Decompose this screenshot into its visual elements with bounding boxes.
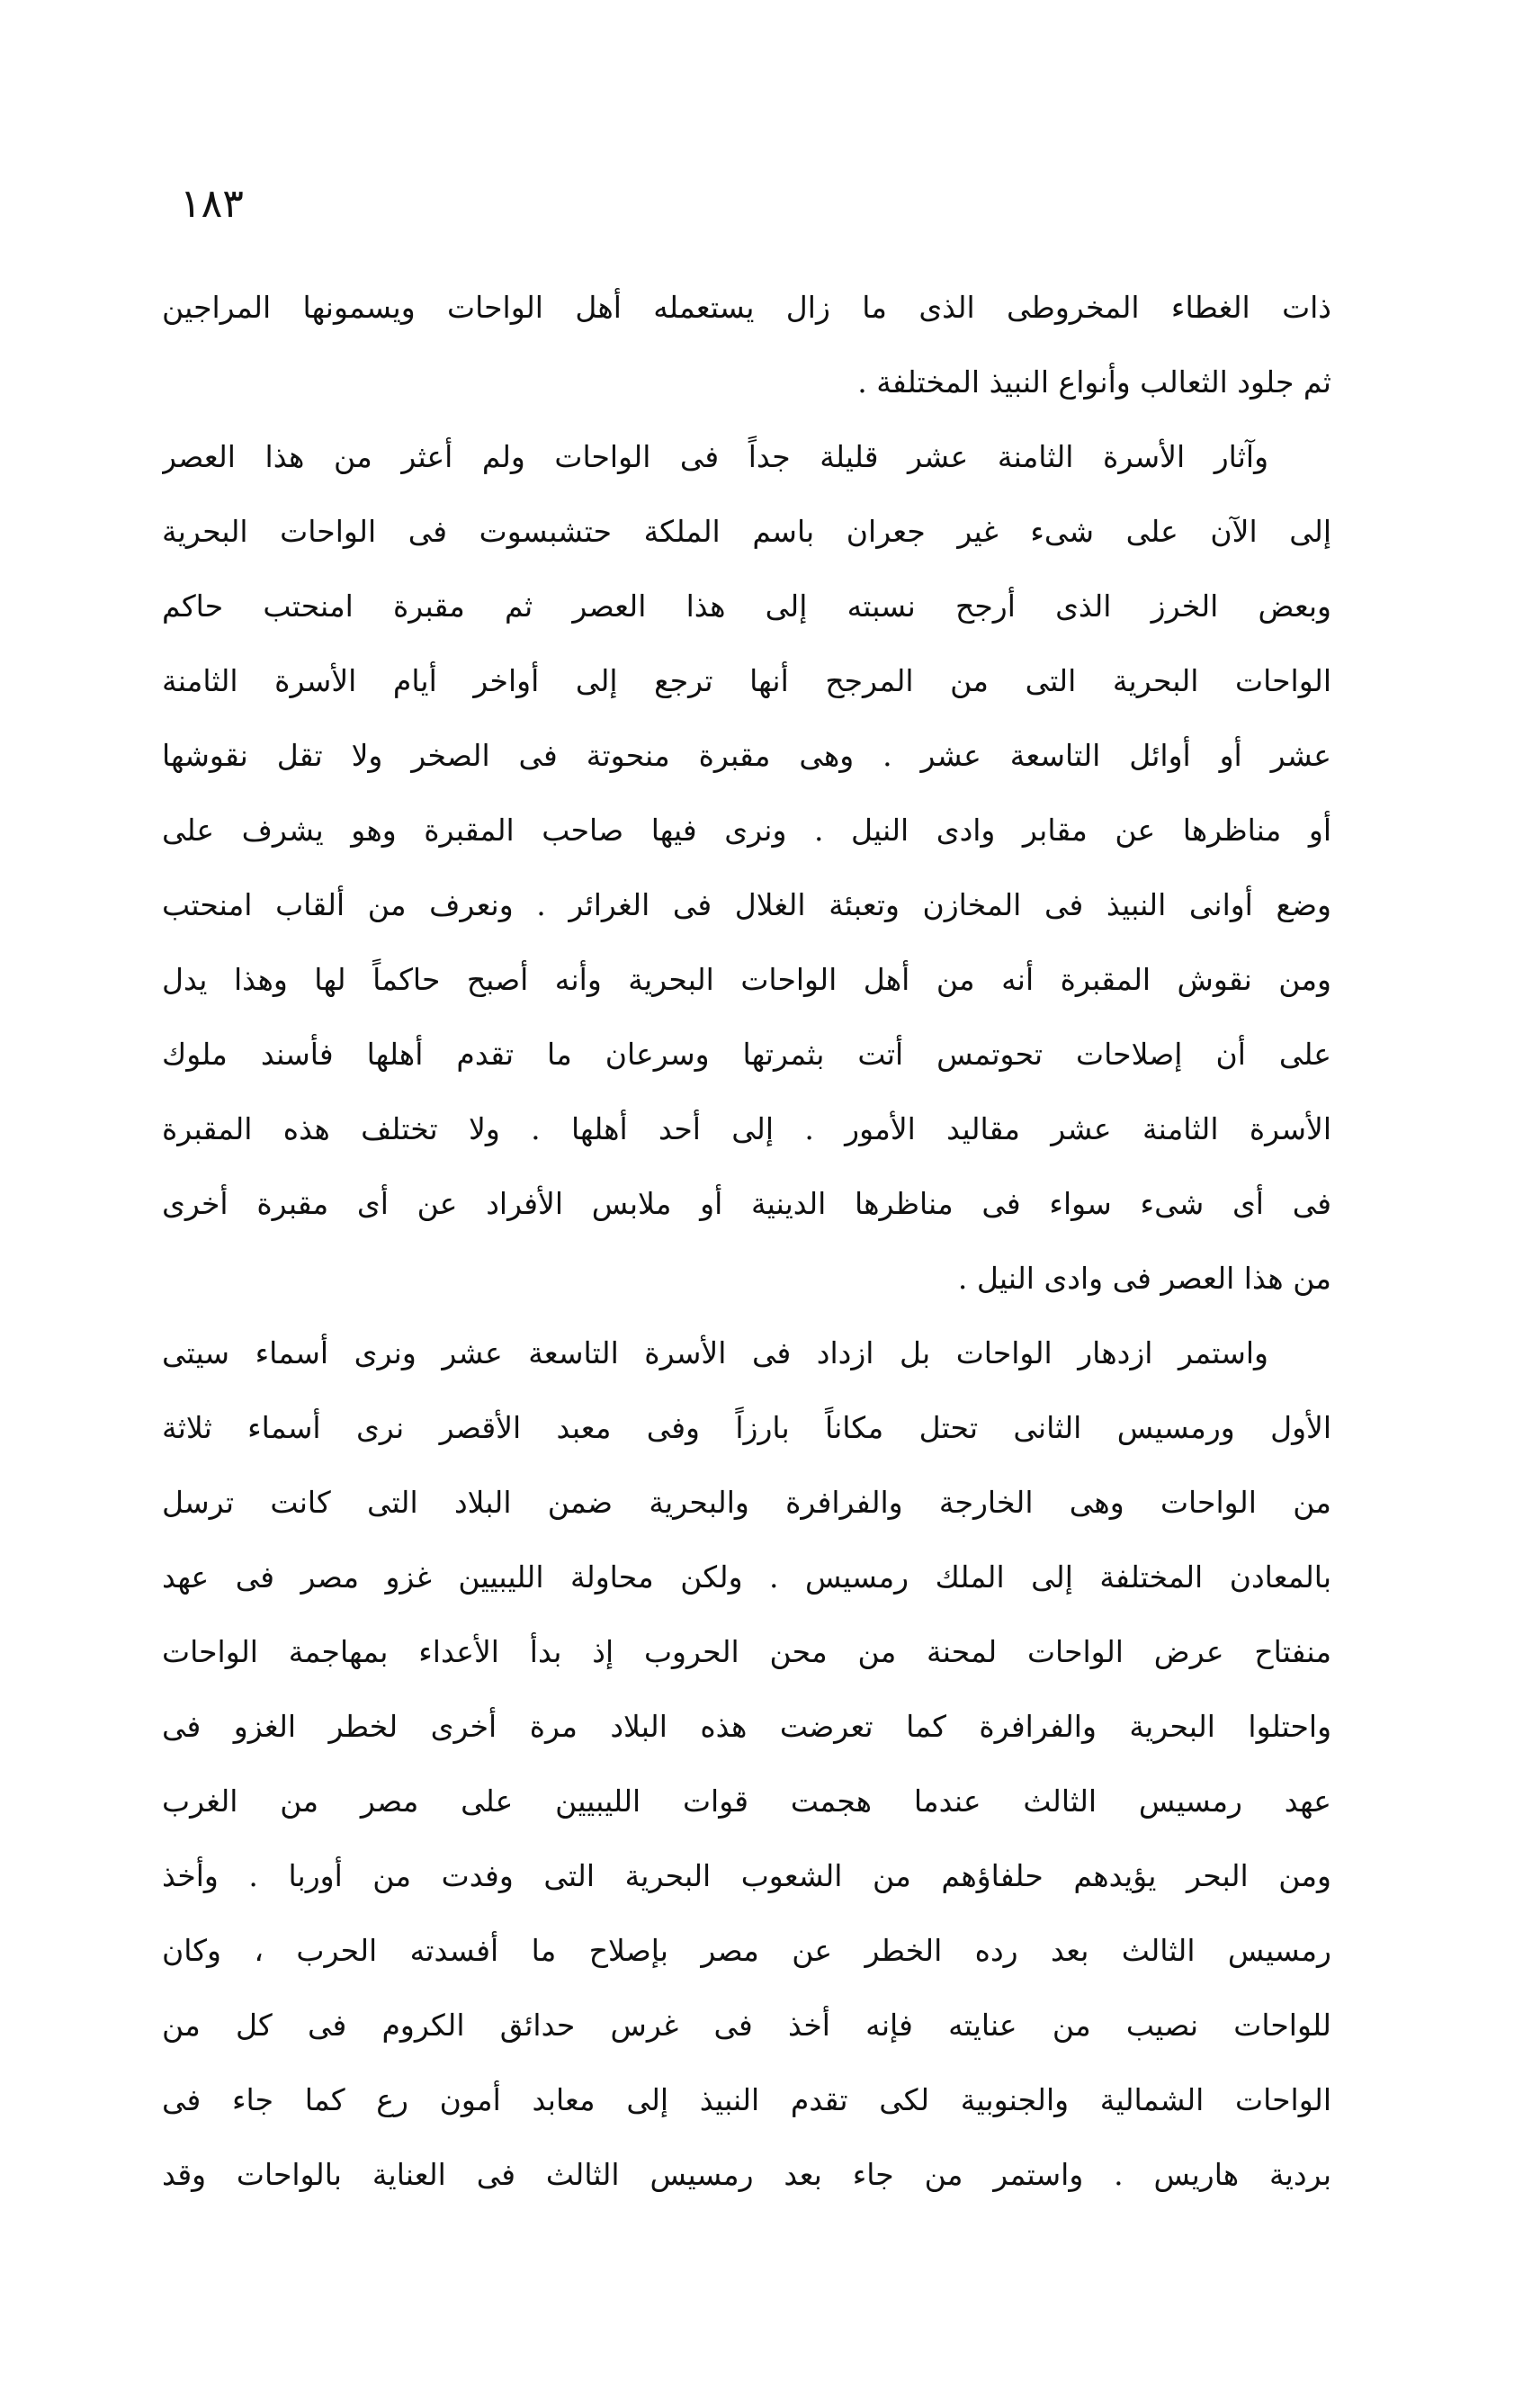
text-line: وآثار الأسرة الثامنة عشر قليلة جداً فى الواحات ولم أعثر من هذا العصر — [162, 439, 1268, 474]
text-line: الأول ورمسيس الثانى تحتل مكاناً بارزاً وفى معبد الأقصر نرى أسماء ثلاثة — [162, 1410, 1331, 1445]
text-line: أو مناظرها عن مقابر وادى النيل . ونرى فيها صاحب المقبرة وهو يشرف على — [162, 813, 1331, 848]
text-line: وبعض الخرز الذى أرجح نسبته إلى هذا العصر ثم مقبرة امنحتب حاكم — [162, 589, 1331, 624]
text-line: من هذا العصر فى وادى النيل . — [957, 1261, 1331, 1296]
text-line: وضع أوانى النبيذ فى المخازن وتعبئة الغلال فى الغرائر . ونعرف من ألقاب امنحتب — [162, 887, 1331, 922]
text-line: عشر أو أوائل التاسعة عشر . وهى مقبرة منحوتة فى الصخر ولا تقل نقوشها — [162, 738, 1331, 773]
text-line: الواحات الشمالية والجنوبية لكى تقدم النبيذ إلى معابد أمون رع كما جاء فى — [162, 2082, 1331, 2117]
text-line: ثم جلود الثعالب وأنواع النبيذ المختلفة . — [857, 364, 1331, 400]
text-line: للواحات نصيب من عنايته فإنه أخذ فى غرس حدائق الكروم فى كل من — [162, 2008, 1331, 2043]
text-line: ومن البحر يؤيدهم حلفاؤهم من الشعوب البحرية التى وفدت من أوربا . وأخذ — [162, 1858, 1331, 1893]
text-line: الأسرة الثامنة عشر مقاليد الأمور . إلى أحد أهلها . ولا تختلف هذه المقبرة — [162, 1111, 1331, 1146]
text-line: بالمعادن المختلفة إلى الملك رمسيس . ولكن محاولة الليبيين غزو مصر فى عهد — [162, 1559, 1331, 1595]
text-line: بردية هاريس . واستمر من جاء بعد رمسيس الثالث فى العناية بالواحات وقد — [162, 2157, 1331, 2192]
text-line: فى أى شىء سواء فى مناظرها الدينية أو ملابس الأفراد عن أى مقبرة أخرى — [162, 1186, 1331, 1221]
text-line: ذات الغطاء المخروطى الذى ما زال يستعمله أهل الواحات ويسمونها المراجين — [162, 290, 1331, 325]
text-line: إلى الآن على شىء غير جعران باسم الملكة حتشبسوت فى الواحات البحرية — [162, 514, 1331, 549]
text-line: واستمر ازدهار الواحات بل ازداد فى الأسرة التاسعة عشر ونرى أسماء سيتى — [162, 1335, 1268, 1370]
text-line: الواحات البحرية التى من المرجح أنها ترجع إلى أواخر أيام الأسرة الثامنة — [162, 663, 1331, 698]
page-number: ١٨٣ — [180, 181, 244, 227]
text-line: ومن نقوش المقبرة أنه من أهل الواحات البحرية وأنه أصبح حاكماً لها وهذا يدل — [162, 962, 1331, 997]
text-line: واحتلوا البحرية والفرافرة كما تعرضت هذه البلاد مرة أخرى لخطر الغزو فى — [162, 1709, 1331, 1744]
body-text — [162, 270, 1331, 2212]
text-line: على أن إصلاحات تحوتمس أتت بثمرتها وسرعان ما تقدم أهلها فأسند ملوك — [162, 1037, 1331, 1072]
text-line: رمسيس الثالث بعد رده الخطر عن مصر بإصلاح ما أفسدته الحرب ، وكان — [162, 1933, 1331, 1968]
text-line: من الواحات وهى الخارجة والفرافرة والبحرية ضمن البلاد التى كانت ترسل — [162, 1485, 1331, 1520]
text-line: عهد رمسيس الثالث عندما هجمت قوات الليبيين على مصر من الغرب — [162, 1784, 1331, 1819]
text-line: منفتاح عرض الواحات لمحنة من محن الحروب إذ بدأ الأعداء بمهاجمة الواحات — [162, 1634, 1331, 1669]
